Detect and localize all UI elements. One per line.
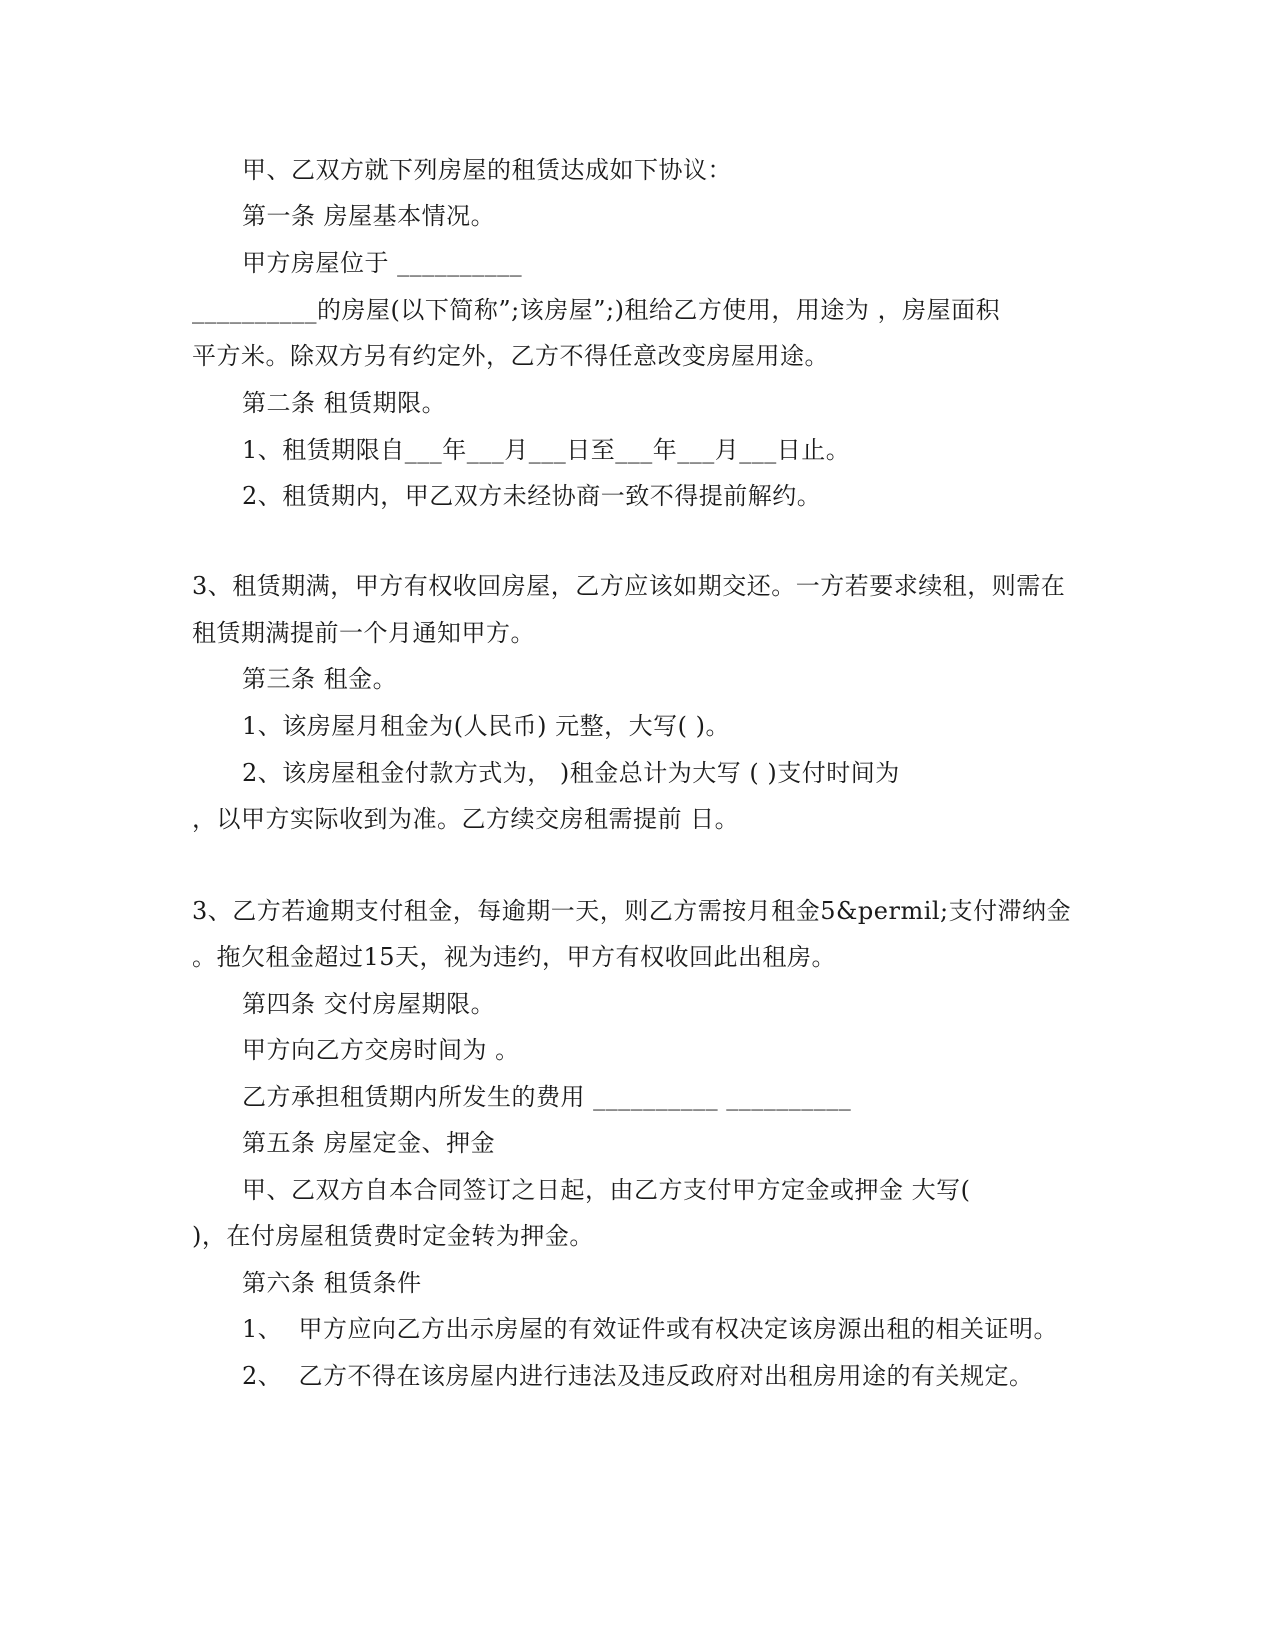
- lease-term-item-3-cont: 租赁期满提前一个月通知甲方。: [192, 619, 535, 647]
- property-usage-line: __________的房屋(以下简称”;该房屋”;)租给乙方使用，用途为 ，房屋面积: [192, 296, 1001, 324]
- lease-term-item-2: 2、租赁期内，甲乙双方未经协商一致不得提前解约。: [242, 482, 822, 510]
- article-6-heading: 第六条 租赁条件: [242, 1269, 422, 1297]
- deposit-line-cont: )，在付房屋租赁费时定金转为押金。: [192, 1222, 594, 1250]
- rent-item-2: 2、该房屋租金付款方式为， )租金总计为大写 ( )支付时间为: [242, 759, 900, 787]
- agreement-intro: 甲、乙双方就下列房屋的租赁达成如下协议：: [242, 156, 732, 184]
- lease-term-item-1: 1、租赁期限自___年___月___日至___年___月___日止。: [242, 436, 851, 464]
- tenant-expenses-line: 乙方承担租赁期内所发生的费用 __________ __________: [242, 1083, 852, 1111]
- article-1-heading: 第一条 房屋基本情况。: [242, 202, 496, 230]
- property-area-line: 平方米。除双方另有约定外，乙方不得任意改变房屋用途。: [192, 342, 829, 370]
- article-5-heading: 第五条 房屋定金、押金: [242, 1129, 496, 1157]
- condition-item-2: 2、 乙方不得在该房屋内进行违法及违反政府对出租房用途的有关规定。: [242, 1362, 1034, 1390]
- article-4-heading: 第四条 交付房屋期限。: [242, 990, 496, 1018]
- rent-item-3-cont: 。拖欠租金超过15天，视为违约，甲方有权收回此出租房。: [192, 943, 837, 971]
- lease-term-item-3: 3、租赁期满，甲方有权收回房屋，乙方应该如期交还。一方若要求续租，则需在: [192, 572, 1066, 600]
- article-3-heading: 第三条 租金。: [242, 665, 398, 693]
- rent-item-1: 1、该房屋月租金为(人民币) 元整，大写( )。: [242, 712, 730, 740]
- handover-time-line: 甲方向乙方交房时间为 。: [242, 1036, 520, 1064]
- article-2-heading: 第二条 租赁期限。: [242, 389, 447, 417]
- property-location-line: 甲方房屋位于 __________: [242, 249, 523, 277]
- deposit-line: 甲、乙双方自本合同签订之日起，由乙方支付甲方定金或押金 大写(: [242, 1176, 971, 1204]
- rent-item-2-cont: ，以甲方实际收到为准。乙方续交房租需提前 日。: [192, 805, 740, 833]
- rent-item-3: 3、乙方若逾期支付租金，每逾期一天，则乙方需按月租金5&permil;支付滞纳金: [192, 897, 1072, 925]
- condition-item-1: 1、 甲方应向乙方出示房屋的有效证件或有权决定该房源出租的相关证明。: [242, 1315, 1059, 1343]
